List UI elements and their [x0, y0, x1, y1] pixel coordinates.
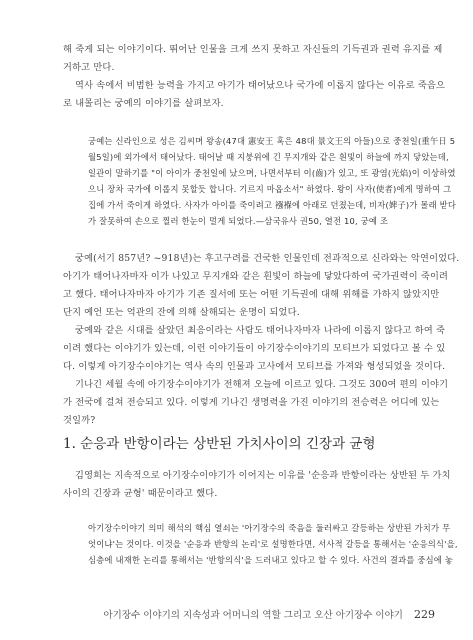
text-line: 단지 예언 또는 억관의 잔에 의해 살해되는 운명이 되었다. [63, 307, 300, 318]
text-line: 기나긴 세월 속에 아기장수이야기가 전해져 오늘에 이르고 있다. 그것도 300여 편의 이야기 [75, 379, 449, 390]
quote-line: 아기장수이야기 의미 해석의 핵심 열쇠는 '아기장수의 죽음을 둘러싸고 갈등하는 상반된 가치가 무 [88, 523, 451, 533]
text-line: 것일까? [63, 415, 96, 426]
text-line: 해 죽게 되는 이야기이다. 뛰어난 인물을 크게 쓰지 못하고 자신들의 기득권과 권력 유지를 제 [63, 44, 443, 55]
quote-line: 궁예는 신라인으로 성은 김씨며 왕송(47대 憲安王 혹은 48대 景文王의 아들)으로 중천일(重午日 5 [88, 136, 456, 146]
text-line: 거하고 만다. [63, 62, 115, 73]
page-footer [103, 607, 435, 621]
running-title: 아기장수 이야기의 지속성과 어머니의 역할 그리고 오산 아기장수 이야기 [103, 610, 403, 621]
text-line: 고 했다. 태어나자마자 아기가 기존 질서에 또는 어떤 기득권에 대해 위해를 가하지 않았지만 [63, 289, 440, 300]
page-number: 229 [414, 608, 435, 621]
quote-line: 월5일)에 외가에서 태어났다. 태어날 때 지붕위에 긴 무지개와 같은 흰빛이 하늘에 까지 닿았는데, [88, 152, 449, 162]
text-line: 김영희는 지속적으로 아기장수이야기가 이어지는 이유를 '순응과 반항이라는 상반된 두 가치 [75, 470, 451, 481]
text-line: 사이의 긴장과 균형' 때문이라고 했다. [63, 488, 218, 499]
section-heading: 1. 순응과 반항이라는 상반된 가치사이의 긴장과 균형 [63, 436, 376, 452]
quote-line: 가 잘못하여 손으로 찔러 한눈이 멀게 되었다.—삼국유사 권50, 열전 10, 궁예 조 [88, 216, 389, 226]
text-line: 궁예(서기 857년? ~918년)는 후고구려를 건국한 인물인데 전과적으로 신라와는 악연이었다. [75, 253, 460, 264]
text-line: 궁예와 같은 시대를 살았던 최응이라는 사람도 태어나자마자 나라에 이롭지 않다고 하여 죽 [75, 325, 446, 336]
text-line: 아기가 태어나자마자 이가 나있고 무지개와 같은 흰빛이 하늘에 닿았다하여 국가권력이 죽이려 [63, 271, 449, 282]
text-line: 다. 이렇게 아기장수이야기는 역사 속의 인물과 고사에서 모티브를 가져와 형성되었을 것이다. [63, 361, 446, 372]
quote-line: 집에 가서 죽이게 하였다. 사자가 아이를 죽이려고 襁褓에 아래로 던졌는데, 비자(婢子)가 몰래 받다 [88, 200, 457, 210]
text-line: 역사 속에서 비범한 능력을 가지고 아기가 태어났으나 국가에 이롭지 않다는 이유로 죽음으 [75, 80, 446, 91]
text-line: 이려 했다는 이야기가 있는데, 이런 이야기들이 아기장수이야기의 모티브가 되었다고 볼 수 있 [63, 343, 446, 354]
quote-line: 엇이냐'는 것이다. 이것을 '순응과 반항의 논리'로 설명한다면, 서사적 갈등을 통해서는 '순응의식'을, [88, 539, 458, 549]
quote-line: 일관이 말하기를 "이 아이가 중천일에 났으며, 나면서부터 이(齒)가 있고, 또 광염(光焰)이 이상하였 [88, 168, 456, 178]
text-line: 로 내몰리는 궁예의 이야기를 살펴보자. [63, 98, 224, 109]
quote-line: 심층에 내재한 논리를 통해서는 '반항의식'을 드러내고 있다고 할 수 있다. 사건의 결과를 중심에 놓 [88, 555, 454, 565]
quote-line: 으니 장차 국가에 이롭지 못할듯 합니다. 기르지 마옵소서" 하였다. 왕이 사자(使者)에게 명하여 그 [88, 184, 452, 194]
text-line: 가 전국에 걸쳐 전승되고 있다. 이렇게 기나긴 생명력을 가진 이야기의 전승력은 어디에 있는 [63, 397, 440, 408]
